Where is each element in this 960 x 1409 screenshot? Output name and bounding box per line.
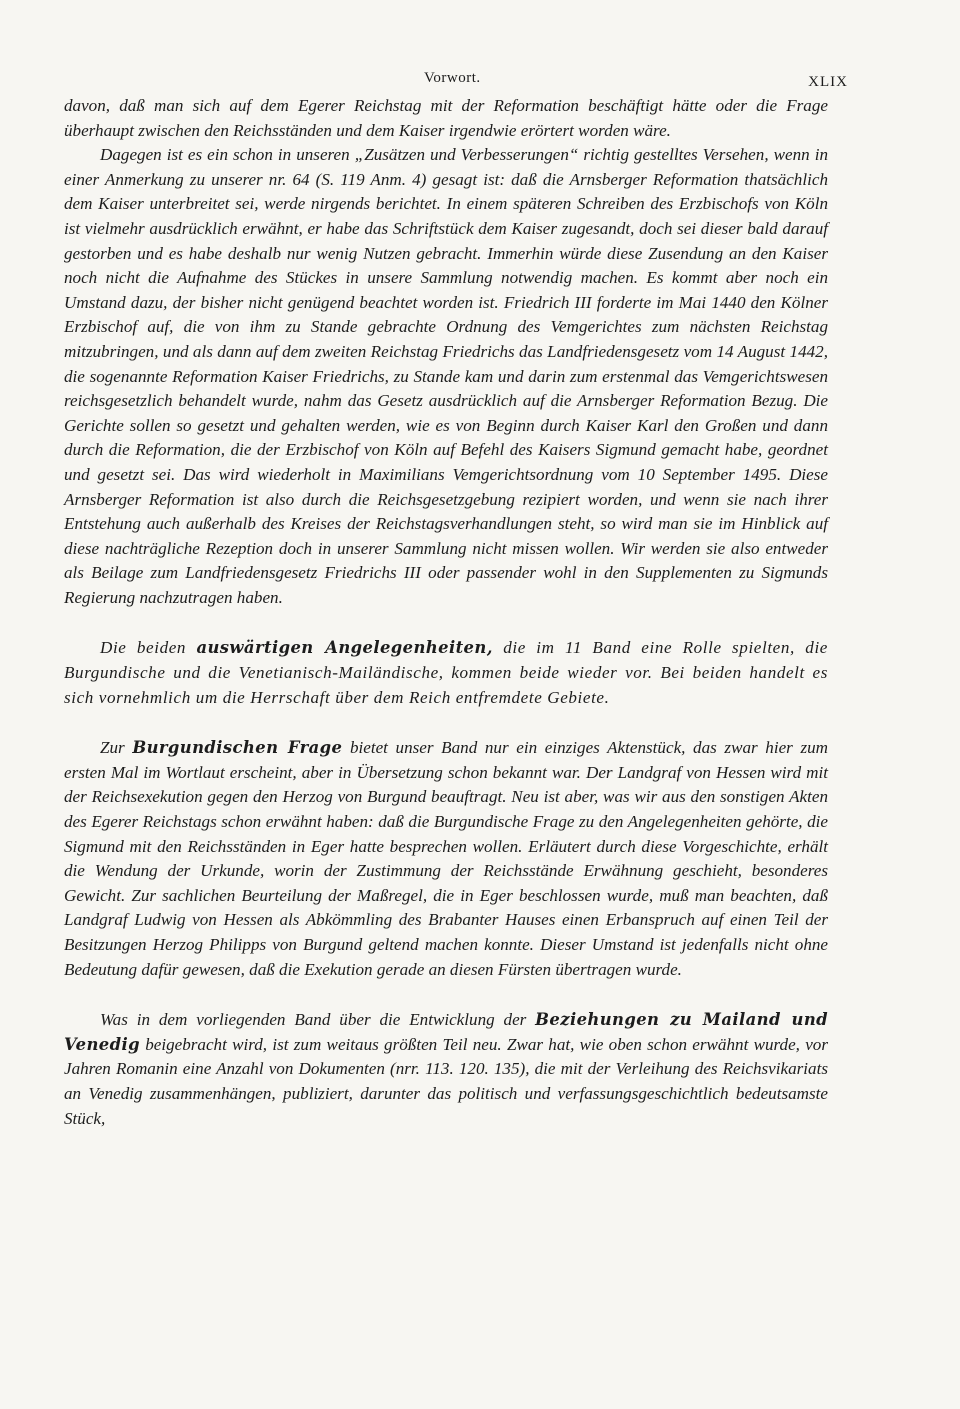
paragraph-burgundian-question [64,736,828,982]
paragraph-milan-venice [64,1008,828,1131]
paragraph-lead: Was in dem vorliegenden Band über die Entwicklung der [100,1010,536,1030]
paragraph-arnsberger-reformation [64,143,828,610]
section-term-foreign-affairs: auswärtigen Angelegenheiten, [196,638,493,658]
paragraph-lead: Zur [100,738,133,758]
running-title: Vorwort. [424,70,481,86]
paragraph-text: davon, daß man sich auf dem Egerer Reichstag mit der Reformation beschäftigt hätte oder die Frage überhaupt zwischen den Reichsständen und dem Kaiser irgendwie erörtert worden wäre. [64,96,828,140]
paragraph-text: Dagegen ist es ein schon in unseren „Zusätzen und Verbesserungen“ richtig gestelltes Versehen, wenn in einer Anmerkung zu unserer nr. 64 (S. 119 Anm. 4) gesagt ist: daß die Arnsberger Reformation thatsächlich dem Kaiser unterbreitet sei, werde nirgends berichtet. In einem späteren Schreiben des Erzbischofs von Köln ist vielmehr ausdrücklich erwähnt, er habe das Schriftstück dem Kaiser zugesandt, doch sei dieser bald darauf gestorben und es habe deshalb nur wenig Nutzen gebracht. Immerhin würde diese Zusendung an den Kaiser noch nicht die Aufnahme des Stückes in unsere Sammlung notwendig machen. Es kommt aber noch ein Umstand dazu, der bisher nicht genügend beachtet worden ist. Friedrich III forderte im Mai 1440 den Kölner Erzbischof auf, die von ihm zu Stande gebrachte Ordnung des Vemgerichtes zum nächsten Reichstag mitzubringen, und als dann auf dem zweiten Reichstag Friedrichs das Landfriedensgesetz vom 14 August 1442, die sogenannte Reformation Kaiser Friedrichs, zu Stande kam und darin zum erstenmal das Vemgerichtswesen reichsgesetzlich behandelt wurde, nahm das Gesetz ausdrücklich auf die Arnsberger Reformation Bezug. Die Gerichte sollen so gesetzt und gehalten werden, wie es von Beginn durch Kaiser Karl den Großen und dann durch die Reformation, die der Erzbischof von Köln auf Befehl des Kaisers Sigmund gemacht habe, geordnet und gesetzt sei. Das wird wiederholt in Maximilians Vemgerichtsordnung vom 10 September 1495. Diese Arnsberger Reformation ist also durch die Reichsgesetzgebung rezipiert worden, und wenn sie nach ihrer Entstehung auch außerhalb des Kreises der Reichstagsverhandlungen steht, so wird man sie im Hinblick auf diese nachträgliche Rezeption doch in unserer Sammlung nicht missen wollen. Wir werden sie also entweder als Beilage zum Landfriedensgesetz Friedrichs III oder passender wohl in den Supplementen zu Sigmunds Regierung nachzutragen haben. [64,145,828,607]
section-term-milan-venice: Beziehungen zu Mailand und Venedig [64,1010,828,1054]
paragraph-continuation [64,94,828,143]
running-head [64,64,848,94]
section-term-burgundian-question: Burgundischen Frage [132,738,343,758]
paragraph-text: beigebracht wird, ist zum weitaus größten Teil neu. Zwar hat, wie oben schon erwähnt wurde, vor Jahren Romanin eine Anzahl von Dokumenten (nrr. 113. 120. 135), die mit der Verleihung des Reichsvikariats an Venedig zusammenhängen, publiziert, darunter das politisch und verfassungsgeschichtlich bedeutsamste Stück, [64,1034,828,1128]
paragraph-text: bietet unser Band nur ein einziges Aktenstück, das zwar hier zum ersten Mal im Wortlaut erscheint, aber in Übersetzung schon bekannt war. Der Landgraf von Hessen wird mit der Reichsexekution gegen den Herzog von Burgund beauftragt. Neu ist aber, was wir aus den sonstigen Akten des Egerer Reichstags schon erwähnt haben: daß die Burgundische Frage zu den Angelegenheiten gehörte, die Sigmund mit den Reichsständen in Eger hatte besprechen wollen. Erläutert durch diese Vorgeschichte, erhält die Wendung der Urkunde, worin der Zustimmung der Reichsstände Erwähnung geschieht, besonderes Gewicht. Zur sachlichen Beurteilung der Maßregel, die in Eger beschlossen wurde, muß man beachten, daß Landgraf Ludwig von Hessen als Abkömmling des Brabanter Hauses einen Erbanspruch auf einen Teil der Besitzungen Herzog Philipps von Burgund geltend machen konnte. Dieser Umstand ist jedenfalls nicht ohne Bedeutung dafür gewesen, daß die Exekution gerade an diesen Fürsten übertragen wurde. [64,738,828,979]
paragraph-lead: Die beiden [100,638,197,658]
body-text [64,94,828,1131]
paragraph-text: die im 11 Band eine Rolle spielten, die Burgundische und die Venetianisch-Mailändische, kommen beide wieder vor. Bei beiden handelt es sich vornehmlich um die Herrschaft über dem Reich entfremdete Gebiete. [64,638,828,707]
page-number: XLIX [808,74,848,90]
paragraph-foreign-affairs [64,636,828,710]
